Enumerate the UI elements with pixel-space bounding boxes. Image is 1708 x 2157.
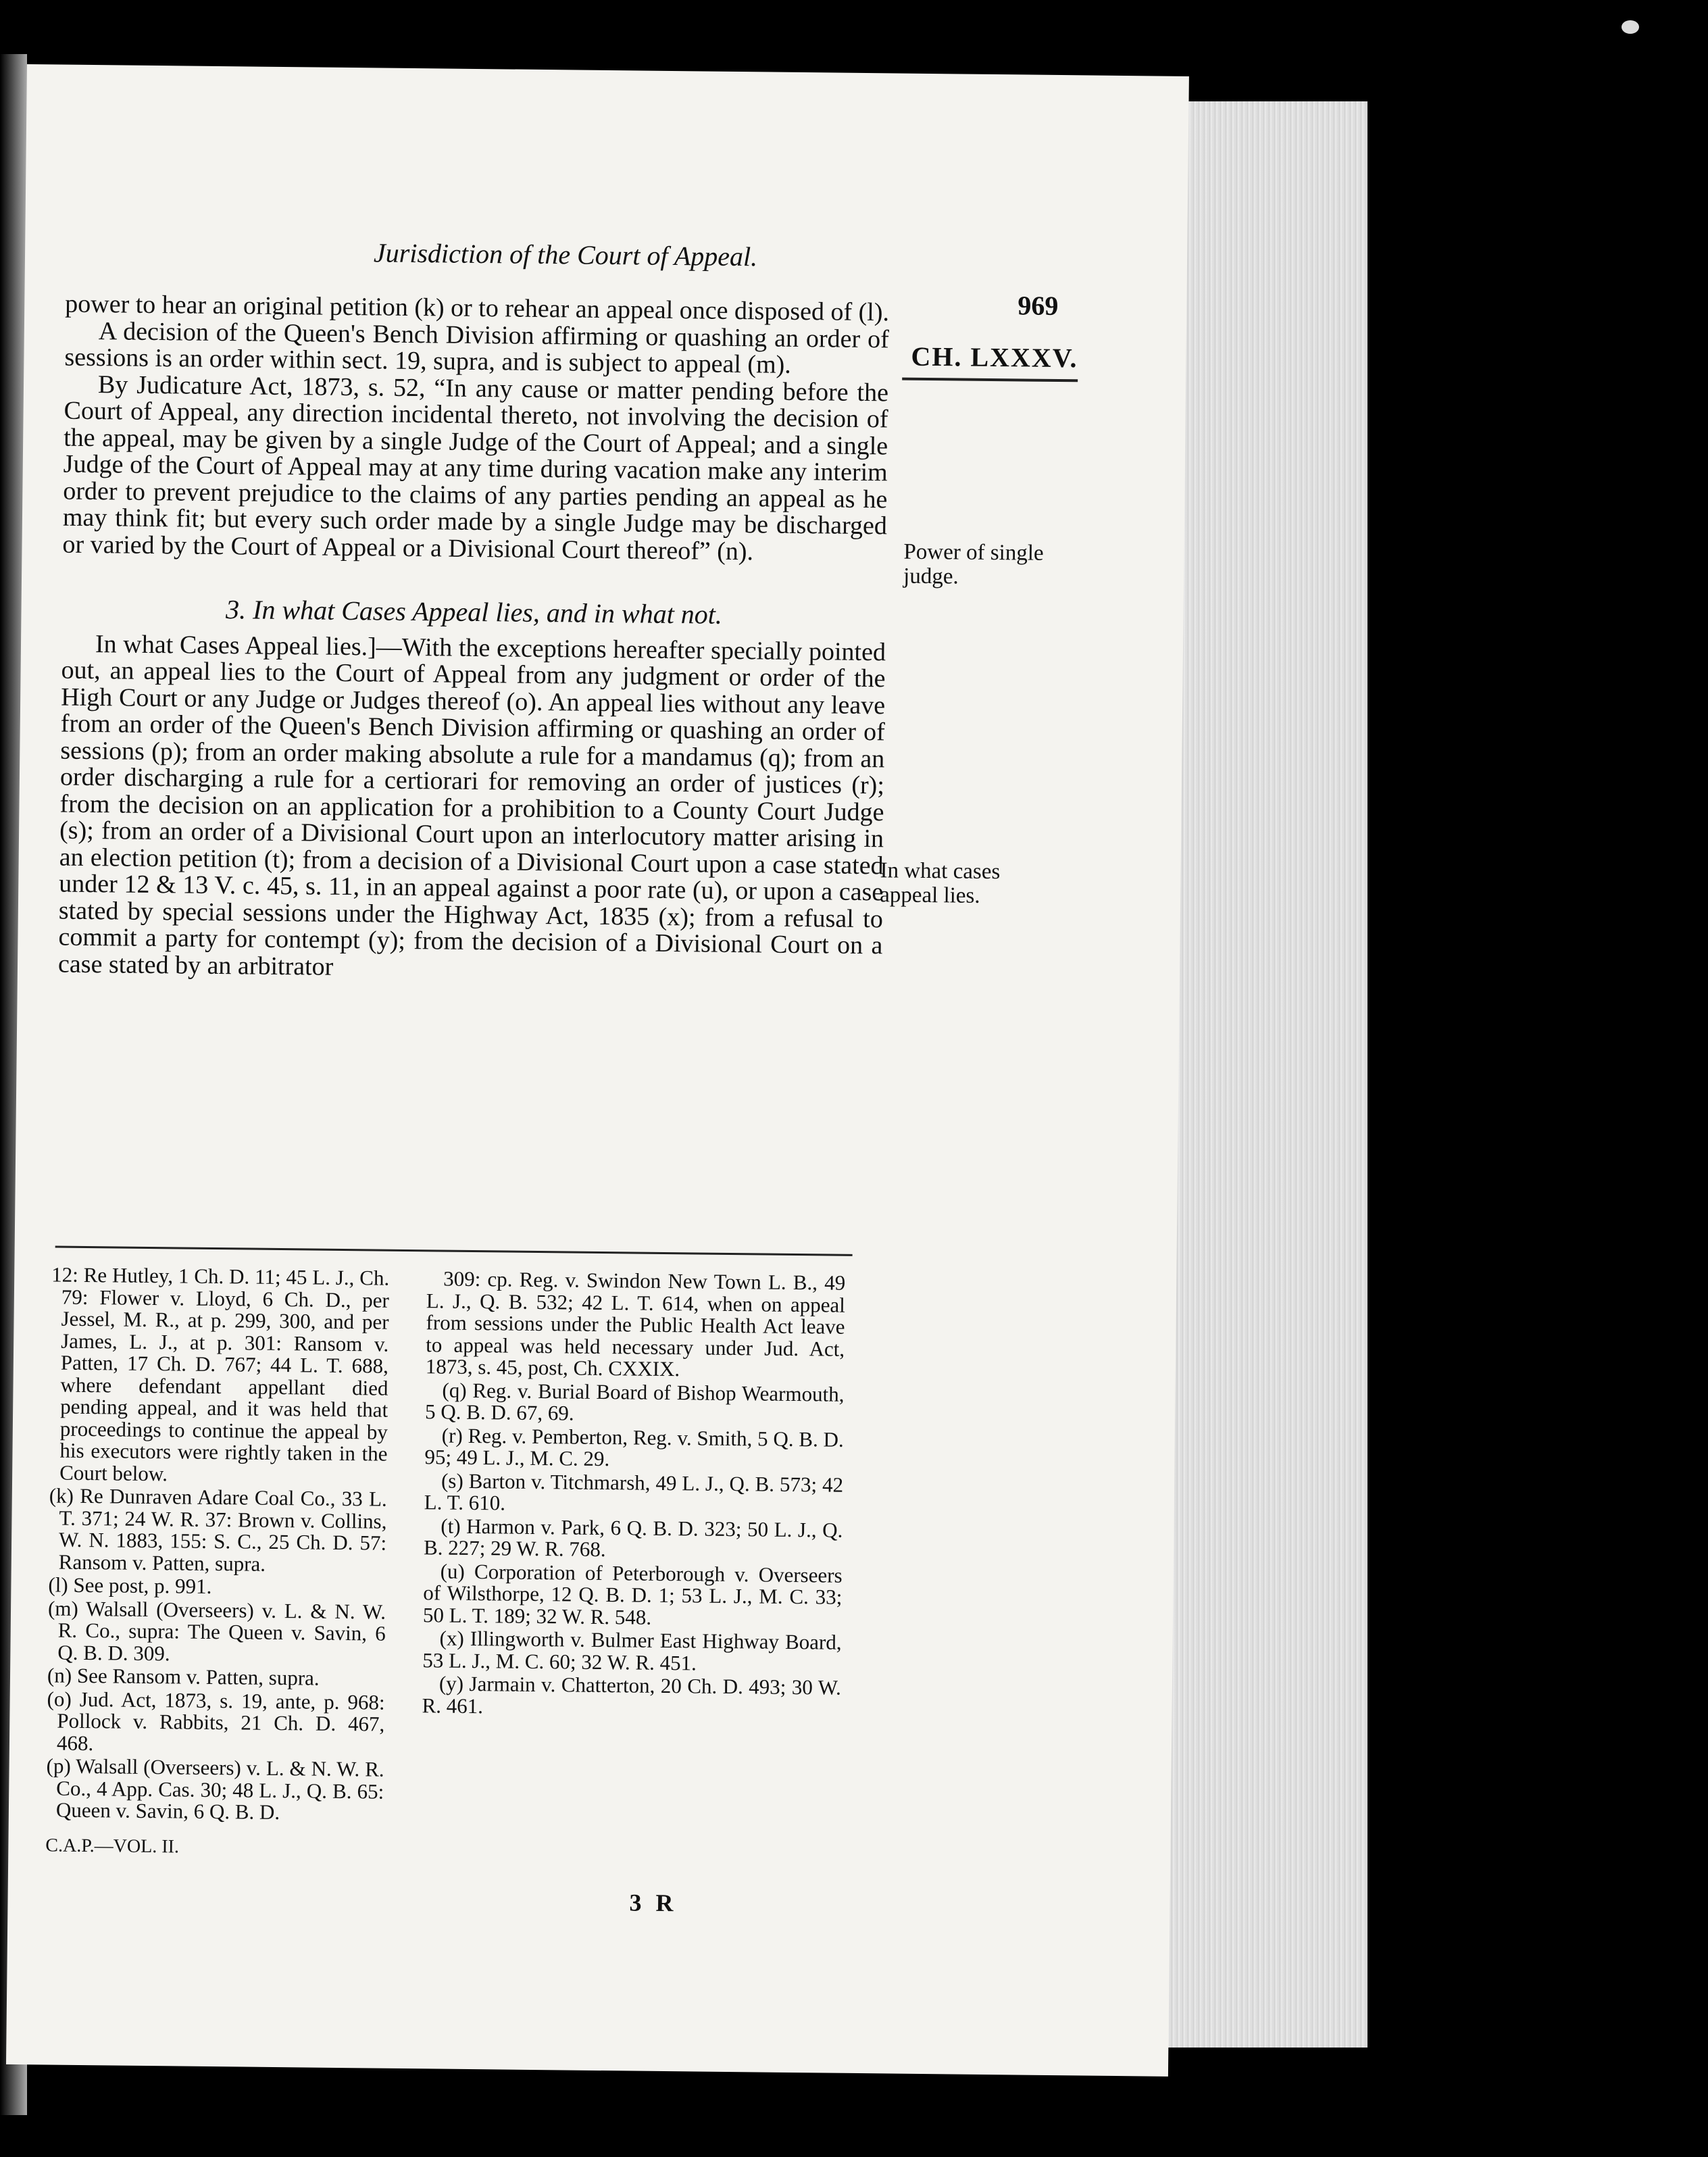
book-page [6,64,1189,2077]
footnote: (o) Jud. Act, 1873, s. 19, ante, p. 968: Pollock v. Rabbits, 21 Ch. D. 467, 468. [47,1686,385,1755]
page-number: 969 [1018,290,1059,322]
margin-note-in-what-cases: In what cases appeal lies. [880,858,1001,908]
signature-mark: 3 R [629,1889,678,1917]
footnotes-left-column [46,1264,390,1826]
page-edges [1162,101,1367,2048]
footnote: (m) Walsall (Overseers) v. L. & N. W. R. Co., supra: The Queen v. Savin, 6 Q. B. D. 309. [47,1595,386,1665]
footnote: (t) Harmon v. Park, 6 Q. B. D. 323; 50 L. J., Q. B. 227; 29 W. R. 768. [423,1514,843,1562]
footnote: (x) Illingworth v. Bulmer East Highway Board, 53 L. J., M. C. 60; 32 W. R. 451. [422,1626,842,1675]
footnote: 12: Re Hutley, 1 Ch. D. 11; 45 L. J., Ch. 79: Flower v. Lloyd, 6 Ch. D., per Jessel, M. R., at p. 299, 300, and per James, L. J., at p. 301: Ransom v. Patten, 17 Ch. D. 767; 44 L. T. 688, where defendant appellant died pending appeal, and it was held that proceedings to continue the appeal by his executors were rightly taken in the Court below. [51,1262,390,1485]
running-title: Jurisdiction of the Court of Appeal. [373,237,758,272]
chapter-label: CH. LXXXV. [902,341,1078,382]
footnotes-right-column [422,1268,845,1722]
footnote: (s) Barton v. Titchmarsh, 49 L. J., Q. B. 573; 42 L. T. 610. [424,1468,844,1515]
footnote: (k) Re Dunraven Adare Coal Co., 33 L. T. 371; 24 W. R. 37: Brown v. Collins, W. N. 1883, 155: S. C., 25 Ch. D. 57: Ransom v. Patten, supra. [49,1483,387,1576]
paragraph: power to hear an original petition (k) or to rehear an appeal once disposed of (l). [65,289,890,327]
margin-note-power-of-single-judge: Power of single judge. [903,539,1044,589]
section-heading: 3. In what Cases Appeal lies, and in what not. [225,594,723,630]
footnote: (r) Reg. v. Pemberton, Reg. v. Smith, 5 Q. B. D. 95; 49 L. J., M. C. 29. [424,1423,844,1471]
footnote: (y) Jarmain v. Chatterton, 20 Ch. D. 493; 30 W. R. 461. [422,1671,842,1718]
main-text [58,291,890,987]
volume-signature: C.A.P.—VOL. II. [45,1835,180,1858]
scan-artifact [1622,20,1639,34]
paragraph: In what Cases Appeal lies.]—With the exceptions hereafter specially pointed out, an appeal lies to the Court of Appeal from any judgment or order of the High Court or any Judge or Judges thereof (o). An appeal lies without any leave from an order of the Queen's Bench Division affirming or quashing an order of sessions (p); from an order making absolute a rule for a mandamus (q); from an order discharging a rule for a certiorari for removing an order of justices (r); from the decision on an application for a prohibition to a County Court Judge (s); from an order of a Divisional Court upon an interlocutory matter arising in an election petition (t); from a decision of a Divisional Court upon a case stated under 12 & 13 V. c. 45, s. 11, in an appeal against a poor rate (u), or upon a case stated by special sessions under the Highway Act, 1835 (x); from a refusal to commit a party for contempt (y); from the decision of a Divisional Court on a case stated by an arbitrator [57,629,886,981]
footnote: (n) See Ransom v. Patten, supra. [47,1663,320,1690]
paragraph: A decision of the Queen's Bench Division affirming or quashing an order of sessions is an order within sect. 19, supra, and is subject to appeal (m). [64,316,890,379]
footnote-divider [55,1246,853,1256]
footnote: (p) Walsall (Overseers) v. L. & N. W. R. Co., 4 App. Cas. 30; 48 L. J., Q. B. 65: Queen v. Savin, 6 Q. B. D. [46,1754,384,1825]
footnote: 309: cp. Reg. v. Swindon New Town L. B., 49 L. J., Q. B. 532; 42 L. T. 614, when on appeal from sessions under the Public Health Act leave to appeal was held necessary under Jud. Act, 1873, s. 45, post, Ch. CXXIX. [425,1266,846,1381]
footnote: (l) See post, p. 991. [48,1572,212,1598]
footnote: (q) Reg. v. Burial Board of Bishop Wearmouth, 5 Q. B. D. 67, 69. [424,1378,845,1425]
footnote: (u) Corporation of Peterborough v. Overseers of Wilsthorpe, 12 Q. B. D. 1; 53 L. J., M. C. 33; 50 L. T. 189; 32 W. R. 548. [422,1559,843,1629]
paragraph: By Judicature Act, 1873, s. 52, “In any cause or matter pending before the Court of Appeal, any direction incidental thereto, not involving the decision of the appeal, may be given by a single Judge of the Court of Appeal; and a single Judge of the Court of Appeal may at any time during vacation make any interim order to prevent prejudice to the claims of any parties pending an appeal as he may think fit; but every such order made by a single Judge may be discharged or varied by the Court of Appeal or a Divisional Court thereof” (n). [62,370,889,566]
